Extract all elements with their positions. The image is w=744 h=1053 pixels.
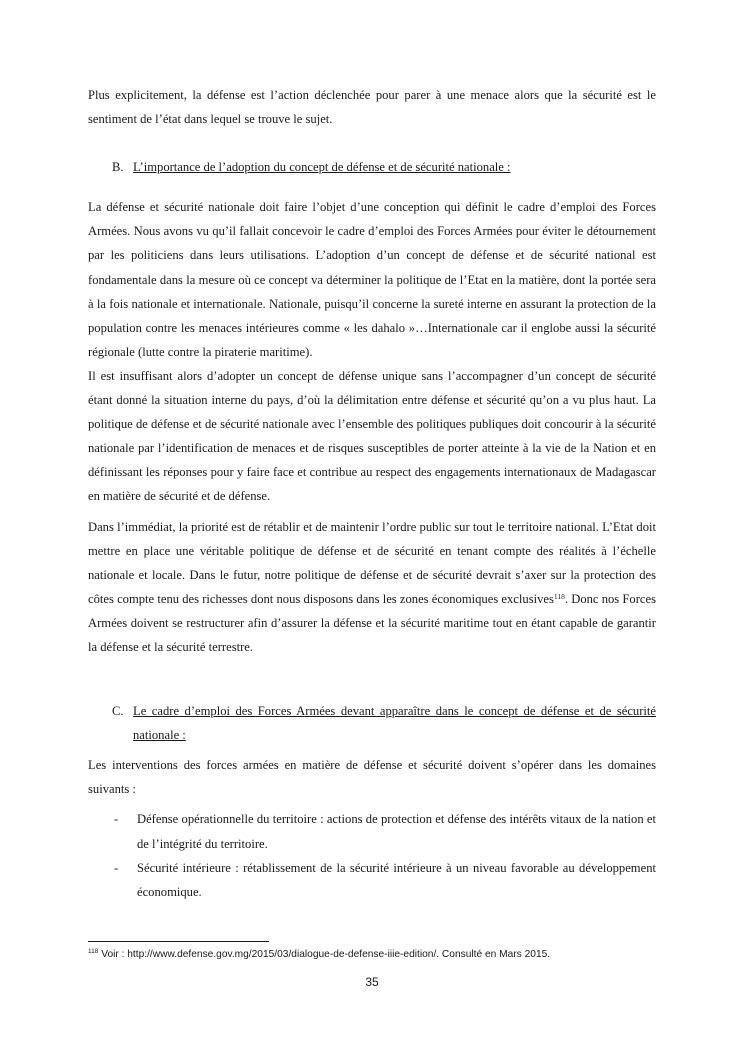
domains-list <box>88 807 656 903</box>
section-c-letter: C. <box>112 704 124 719</box>
page-number: 35 <box>365 975 379 989</box>
paragraph-b3-text-end: . Donc nos Forces Armées doivent se restructurer afin d’assurer la défense et la sécurité maritime tout en étant capable de garantir la défense et la sécurité terrestre. <box>88 591 656 654</box>
paragraph-b2: Il est insuffisant alors d’adopter un concept de défense unique sans l’accompagner d’un concept de sécurité étant donné la situation interne du pays, d’où la délimitation entre défense et sécurité qu’on a vu plus haut. La politique de défense et de sécurité nationale avec l’ensemble des politiques publiques doit concourir à la sécurité nationale par l’identification de menaces et de risques susceptibles de porter atteinte à la vie de la Nation et en définissant les réponses pour y faire face et contribue au respect des engagements internationaux de Madagascar en matière de sécurité et de défense. <box>88 368 656 504</box>
list-dash: - <box>114 860 119 875</box>
document-body <box>88 83 656 904</box>
section-c-heading <box>88 699 656 747</box>
list-dash: - <box>114 812 119 827</box>
section-b-title: L’importance de l’adoption du concept de défense et de sécurité nationale : <box>133 160 511 175</box>
section-b-letter: B. <box>112 160 124 175</box>
section-c-title: Le cadre d’emploi des Forces Armées devant apparaître dans le concept de défense et de sécurité nationale : <box>133 704 656 743</box>
list-item <box>88 807 656 855</box>
section-b-heading <box>88 155 656 179</box>
footnote <box>88 947 656 963</box>
intro-paragraph: Plus explicitement, la défense est l’action déclenchée pour parer à une menace alors que la sécurité est le sentiment de l’état dans lequel se trouve le sujet. <box>88 88 656 127</box>
footnote-reference[interactable]: 118 <box>553 591 565 601</box>
list-item-text: Sécurité intérieure : rétablissement de la sécurité intérieure à un niveau favorable au développement économique. <box>137 860 656 899</box>
paragraph-b3-text: Dans l’immédiat, la priorité est de rétablir et de maintenir l’ordre public sur tout le territoire national. L’Etat doit mettre en place une véritable politique de défense et de sécurité en tenant compte des réalités à l’échelle nationale et locale. Dans le futur, notre politique de défense et de sécurité devrait s’axer sur la protection des côtes compte tenu des richesses dont nous disposons dans les zones économiques exclusives <box>88 519 656 606</box>
paragraph-c1: Les interventions des forces armées en matière de défense et sécurité doivent s’opérer dans les domaines suivants : <box>88 758 656 797</box>
paragraph-b1: La défense et sécurité nationale doit faire l’objet d’une conception qui définit le cadre d’emploi des Forces Armées. Nous avons vu qu’il fallait concevoir le cadre d’emploi des Forces Armées pour éviter le détournement par les politiciens dans leurs utilisations. L’adoption d’un concept de défense et de sécurité national est fondamentale dans la mesure où ce concept va déterminer la politique de l’Etat en la matière, dont la portée sera à la fois nationale et internationale. Nationale, puisqu’il concerne la sureté interne en assurant la protection de la population contre les menaces intérieures comme « les dahalo »…Internationale car il englobe aussi la sécurité régionale (lutte contre la piraterie maritime). <box>88 200 656 359</box>
paragraph-b3 <box>88 515 656 660</box>
list-item <box>88 856 656 904</box>
footnote-text: Voir : http://www.defense.gov.mg/2015/03/dialogue-de-defense-iiie-edition/. Consulté en Mars 2015. <box>98 949 551 960</box>
footnote-number: 118 <box>88 948 99 955</box>
footnote-separator <box>88 941 269 942</box>
list-item-text: Défense opérationnelle du territoire : actions de protection et défense des intérêts vitaux de la nation et de l’intégrité du territoire. <box>137 812 656 851</box>
